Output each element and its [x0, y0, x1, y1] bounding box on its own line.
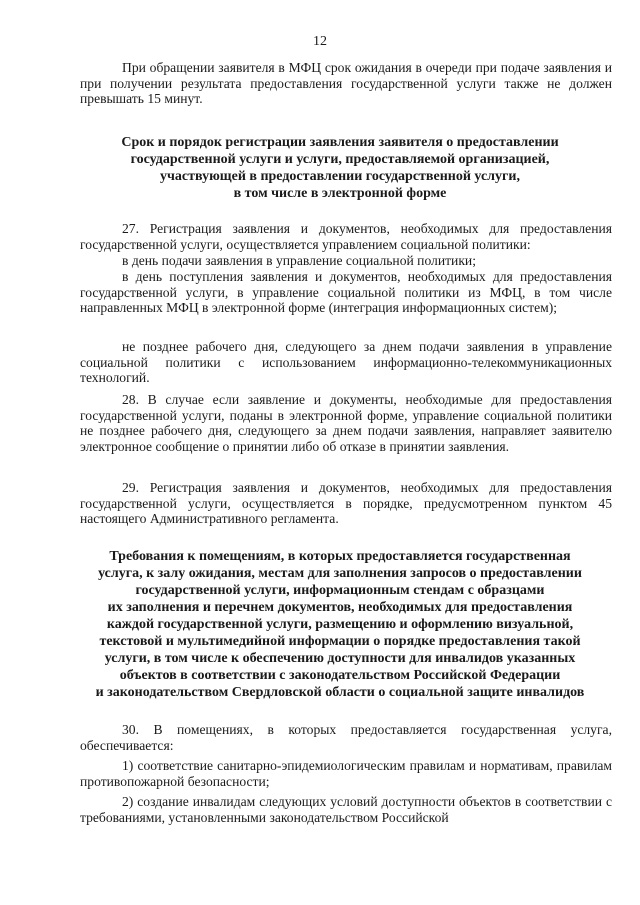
section-heading-premises	[70, 548, 610, 701]
paragraph-27-item-1: в день подачи заявления в управление социальной политики;	[122, 253, 476, 268]
heading-line: Срок и порядок регистрации заявления заявителя о предоставлении	[121, 135, 559, 150]
paragraph-27: 27. Регистрация заявления и документов, необходимых для предоставления государственной услуги, осуществляется управлением социальной политики:	[80, 221, 612, 252]
paragraph-28: 28. В случае если заявление и документы, необходимые для предоставления государственной услуги, поданы в электронной форме, управление социальной политики не позднее рабочего дня, следующего за днем подачи заявления, направляет заявителю электронное сообщение о принятии либо об отказе в принятии заявления.	[80, 392, 612, 454]
paragraph-29: 29. Регистрация заявления и документов, необходимых для предоставления государственной услуги, осуществляется в порядке, предусмотренном пунктом 45 настоящего Административного регламента.	[80, 480, 612, 526]
paragraph-30: 30. В помещениях, в которых предоставляется государственная услуга, обеспечивается:	[80, 722, 612, 753]
heading-line: услуга, к залу ожидания, местам для заполнения запросов о предоставлении	[98, 566, 582, 581]
heading-line: участвующей в предоставлении государственной услуги,	[160, 169, 520, 184]
section-heading-registration	[70, 134, 610, 202]
heading-line: их заполнения и перечнем документов, необходимых для предоставления	[107, 600, 573, 615]
paragraph-27-item-3: не позднее рабочего дня, следующего за днем подачи заявления в управление социальной политики с использованием информационно-телекоммуникационных технологий.	[80, 339, 612, 385]
paragraph-30-item-2: 2) создание инвалидам следующих условий доступности объектов в соответствии с требованиями, установленными законодательством Российской	[80, 794, 612, 825]
heading-line: государственной услуги, информационным стендам с образцами	[135, 583, 545, 598]
heading-line: государственной услуги и услуги, предоставляемой организацией,	[130, 152, 550, 167]
heading-line: услуги, в том числе к обеспечению доступности для инвалидов указанных	[104, 651, 576, 666]
intro-paragraph: При обращении заявителя в МФЦ срок ожидания в очереди при подаче заявления и при получении результата предоставления государственной услуги также не должен превышать 15 минут.	[80, 60, 612, 106]
heading-line: Требования к помещениям, в которых предоставляется государственная	[109, 549, 571, 564]
heading-line: в том числе в электронной форме	[233, 186, 447, 201]
paragraph-27-item-2: в день поступления заявления и документов, необходимых для предоставления государственной услуги, в управление социальной политики из МФЦ, в том числе направленных МФЦ в электронной форме (интеграция информационных систем);	[80, 269, 612, 315]
heading-line: и законодательством Свердловской области о социальной защите инвалидов	[95, 685, 585, 700]
paragraph-30-item-1: 1) соответствие санитарно-эпидемиологическим правилам и нормативам, правилам противопожарной безопасности;	[80, 758, 612, 789]
heading-line: каждой государственной услуги, размещению и оформлению визуальной,	[106, 617, 574, 632]
heading-line: текстовой и мультимедийной информации о порядке предоставления такой	[99, 634, 581, 649]
heading-line: объектов в соответствии с законодательством Российской Федерации	[119, 668, 561, 683]
page-number: 12	[313, 34, 327, 49]
